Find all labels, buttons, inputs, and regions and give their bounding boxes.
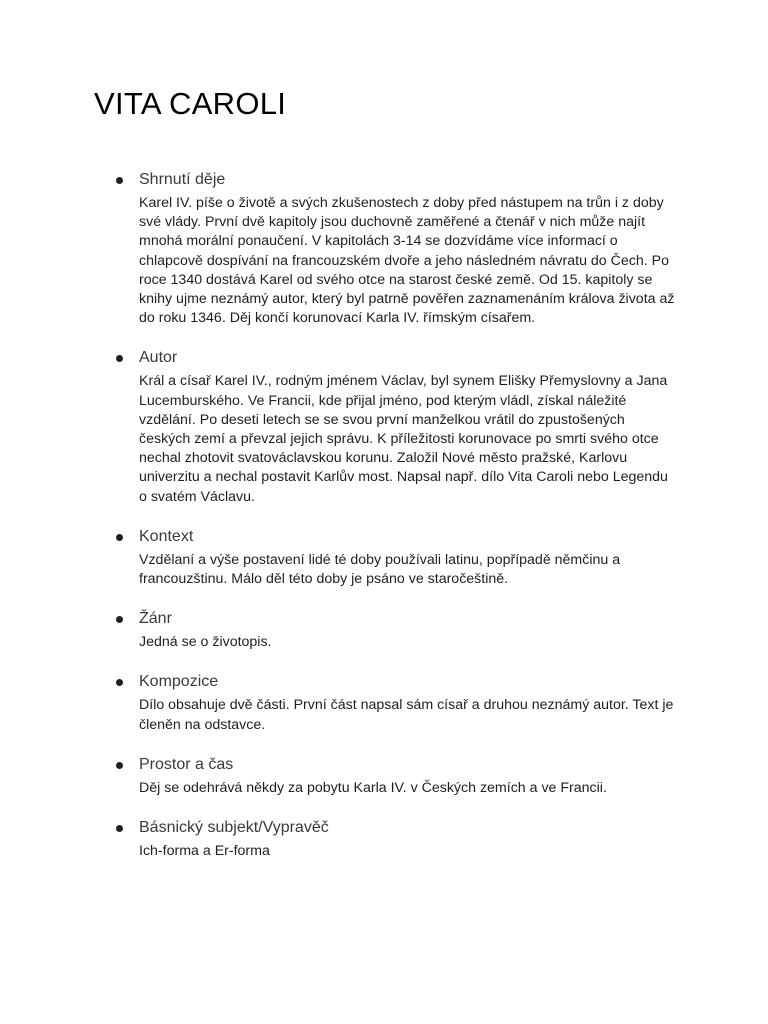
section-text: Dílo obsahuje dvě části. První část napsal sám císař a druhou neznámý autor. Text je členěn na odstavce.: [139, 697, 674, 733]
section-text: Vzdělaní a výše postavení lidé té doby používali latinu, popřípadě němčinu a francouzštinu. Málo děl této doby je psáno ve staročeštině.: [139, 551, 621, 588]
section-prostor-a-cas: [0, 755, 679, 798]
section-heading: Básnický subjekt/Vypravěč: [139, 819, 329, 837]
bullet-icon: [116, 679, 123, 686]
section-heading: Autor: [139, 349, 178, 367]
section-heading: Žánr: [139, 610, 172, 628]
section-basnicky-subjekt: [0, 818, 679, 861]
section-text: Jedná se o životopis.: [139, 634, 272, 651]
bullet-icon: [116, 762, 123, 769]
document-title: VITA CAROLI: [94, 86, 287, 121]
section-heading: Prostor a čas: [139, 755, 234, 773]
section-autor: [0, 348, 679, 506]
section-heading: Kontext: [139, 527, 194, 545]
section-heading: Kompozice: [139, 673, 219, 691]
section-heading: Shrnutí děje: [139, 171, 226, 188]
bullet-icon: [116, 177, 123, 184]
section-list: [0, 170, 768, 861]
section-kontext: [0, 527, 679, 589]
section-text: Ich-forma a Er-forma: [139, 843, 270, 860]
section-text: Král a císař Karel IV., rodným jménem Václav, byl synem Elišky Přemyslovny a Jana Lucemburského. Ve Francii, kde přijal jméno, pod kterým vládl, získal náležité vzdělání. Po deseti letech se se svou první manželkou vrátil do zpustošených českých zemí a převzal jejich správu. K příležitosti korunovace po smrti svého otce nechal zhotovit svatováclavskou korunu. Založil Nové město pražské, Karlovu univerzitu a nechal postavit Karlův most. Napsal např. dílo Vita Caroli nebo Legendu o svatém Václavu.: [139, 373, 668, 505]
section-zanr: [0, 609, 679, 652]
section-kompozice: [0, 672, 679, 734]
bullet-icon: [116, 534, 123, 541]
section-shrnuti-deje: [0, 170, 679, 328]
bullet-icon: [116, 355, 123, 362]
bullet-icon: [116, 825, 123, 832]
section-text: Karel IV. píše o životě a svých zkušenostech z doby před nástupem na trůn i z doby své vlády. První dvě kapitoly jsou duchovně zaměřené a čtenář v nich může najít mnohá morální ponaučení. V kapitolách 3-14 se dozvídáme více informací o chlapcově dospívání na francouzském dvoře a jeho následném návratu do Čech. Po roce 1340 dostává Karel od svého otce na starost české země. Od 15. kapitoly se knihy ujme neznámý autor, který byl patrně pověřen zaznamenáním králova života až do roku 1346. Děj končí korunovací Karla IV. římským císařem.: [139, 195, 675, 327]
section-text: Děj se odehrává někdy za pobytu Karla IV. v Českých zemích a ve Francii.: [139, 779, 607, 796]
bullet-icon: [116, 616, 123, 623]
